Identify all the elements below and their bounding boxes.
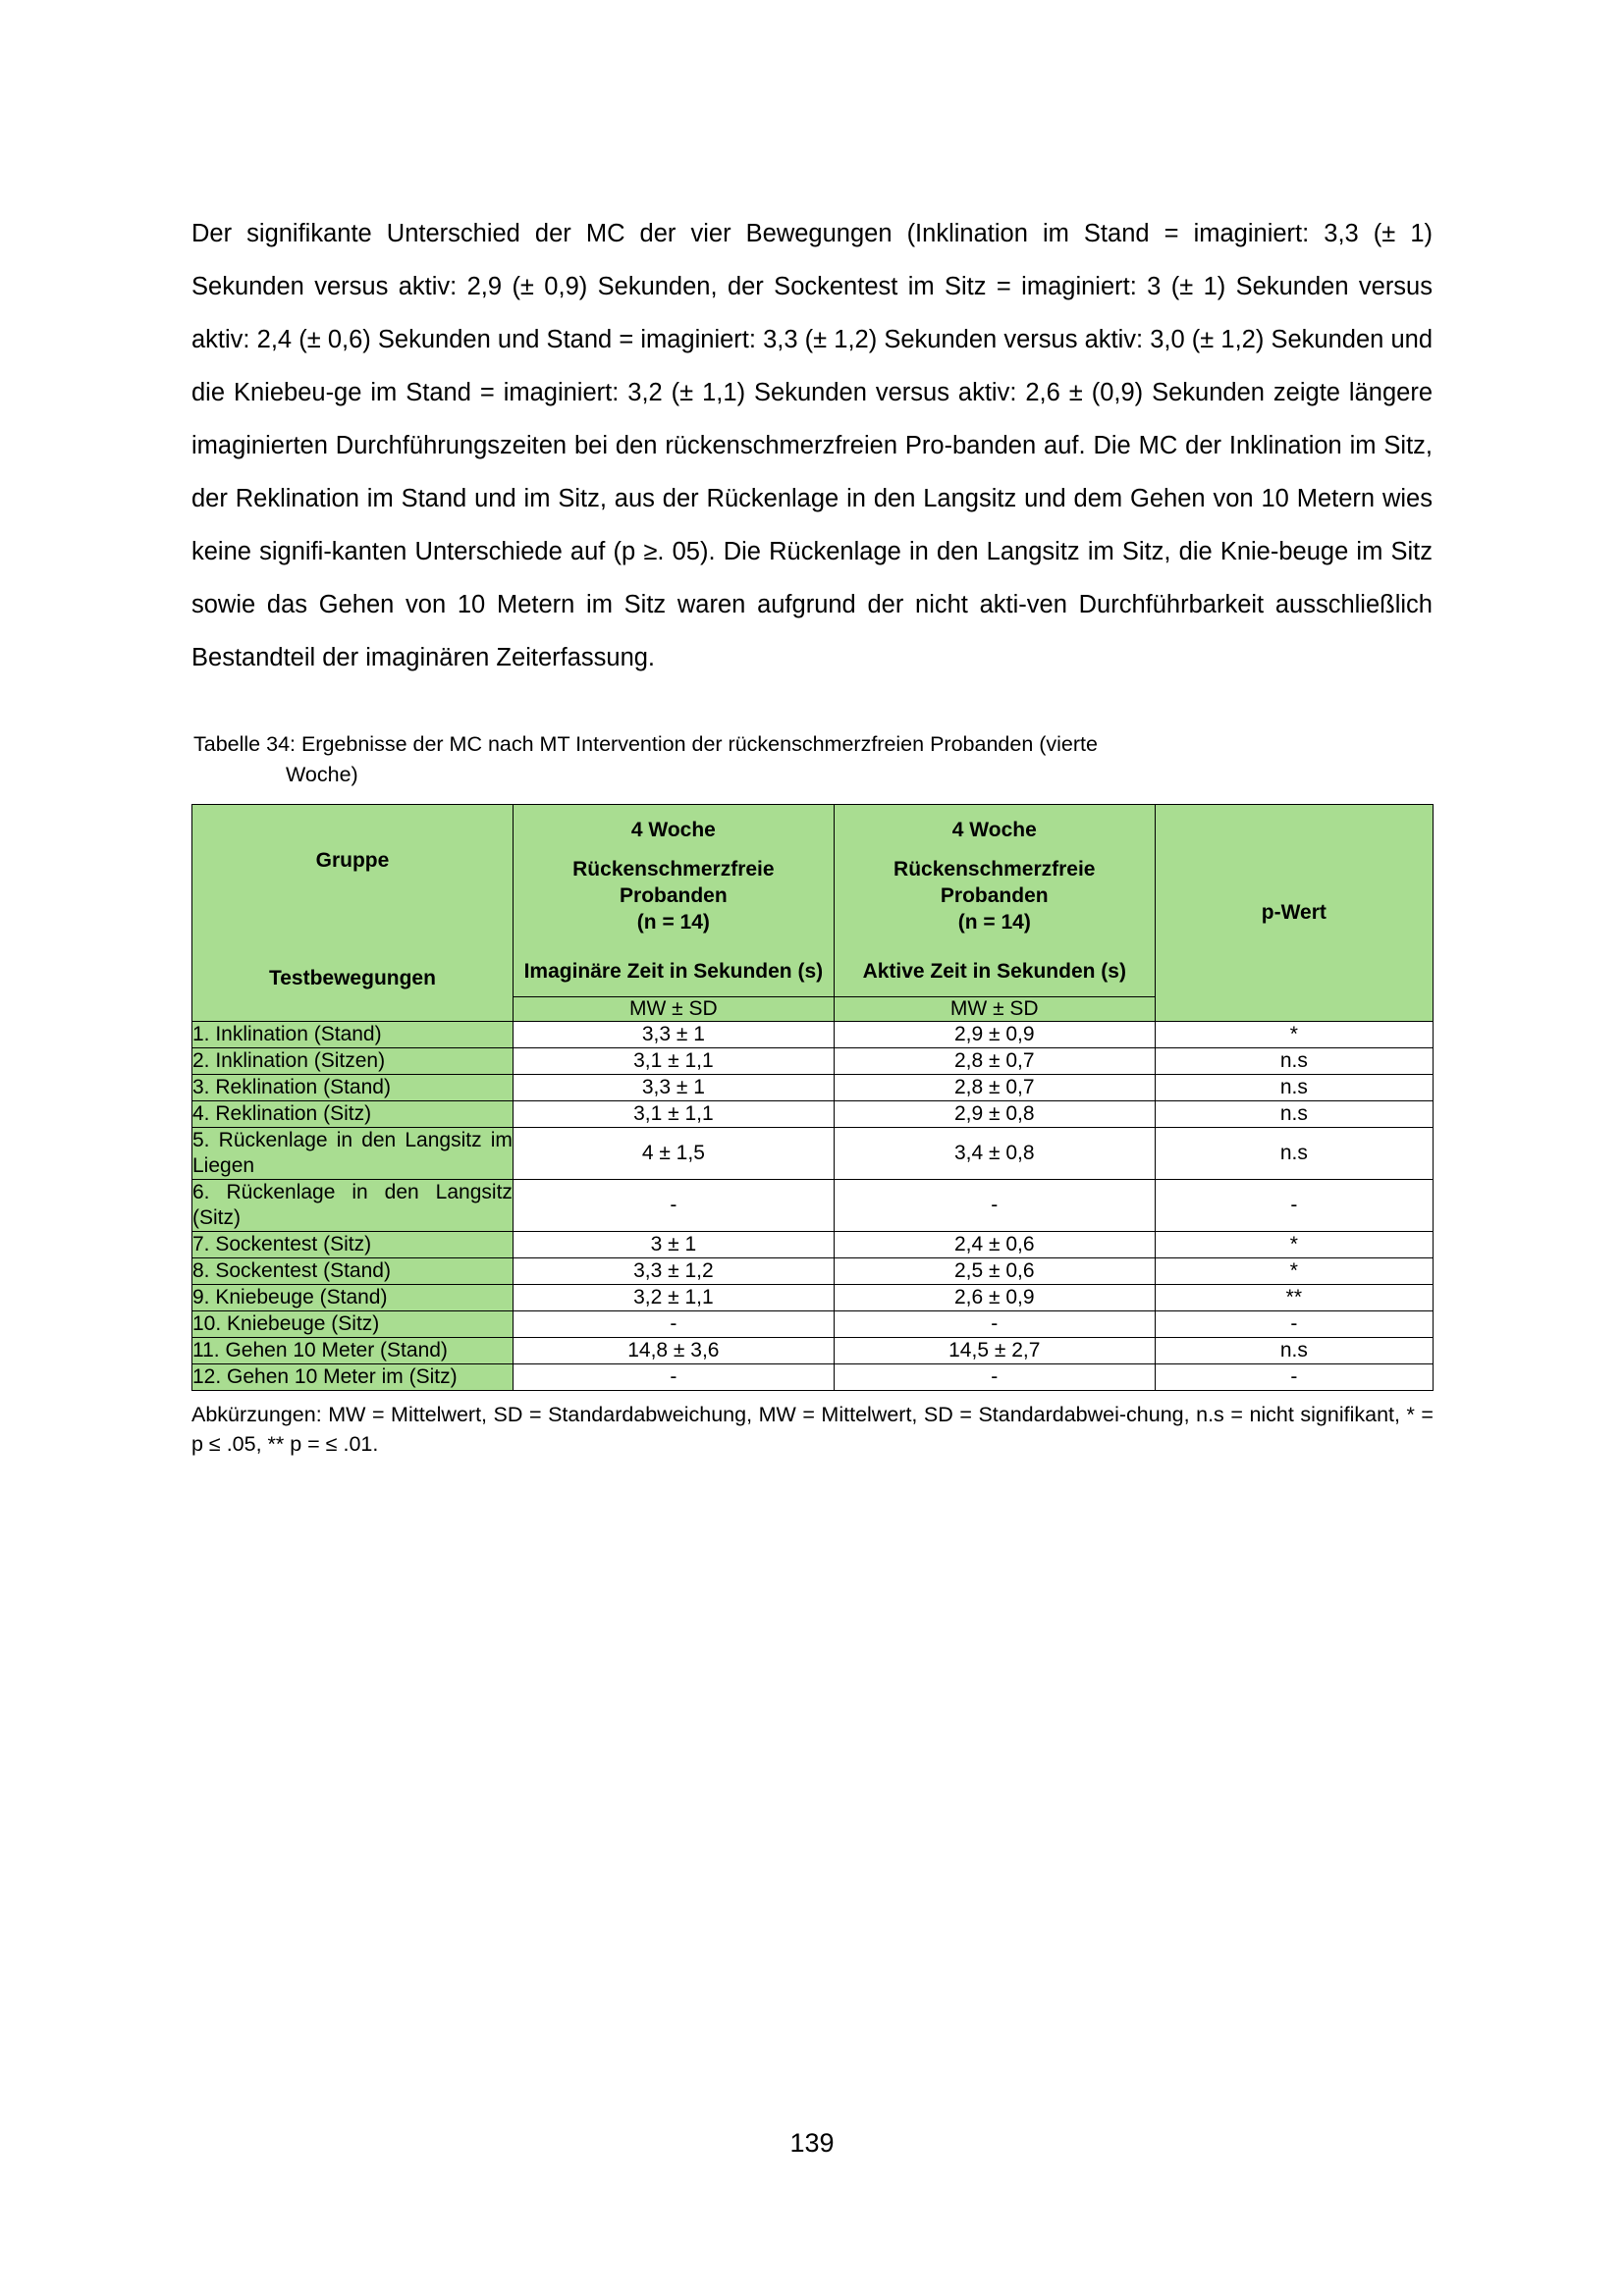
header-active-group-line1: Rückenschmerzfreie [893,857,1096,881]
row-label: 1. Inklination (Stand) [192,1021,514,1047]
table-row [192,1100,1434,1127]
row-imaginary-value: 3,1 ± 1,1 [513,1047,834,1074]
table-row [192,1127,1434,1179]
header-imaginary-group-line1: Rückenschmerzfreie [572,857,775,881]
row-label: 6. Rückenlage in den Langsitz (Sitz) [192,1179,514,1231]
table-caption-line1: Tabelle 34: Ergebnisse der MC nach MT Intervention der rückenschmerzfreien Probanden (vierte [193,731,1098,756]
header-active-group-line3: (n = 14) [957,910,1031,934]
row-pvalue: n.s [1155,1127,1433,1179]
row-label: 11. Gehen 10 Meter (Stand) [192,1337,514,1363]
row-pvalue: - [1155,1310,1433,1337]
table-row [192,1363,1434,1390]
table-footnote: Abkürzungen: MW = Mittelwert, SD = Standardabweichung, MW = Mittelwert, SD = Standardabwei-chung, n.s = nicht signifikant, * = p ≤ .05, ** p = ≤ .01. [191,1402,1434,1456]
row-active-value: 2,5 ± 0,6 [834,1257,1155,1284]
row-label: 5. Rückenlage in den Langsitz im Liegen [192,1127,514,1179]
row-pvalue: * [1155,1021,1433,1047]
row-pvalue: ** [1155,1284,1433,1310]
row-active-value: 2,6 ± 0,9 [834,1284,1155,1310]
row-label: 10. Kniebeuge (Sitz) [192,1310,514,1337]
row-pvalue: * [1155,1231,1433,1257]
row-active-value: 2,9 ± 0,8 [834,1100,1155,1127]
header-cell-active [834,804,1155,996]
row-pvalue: - [1155,1179,1433,1231]
table-row [192,1310,1434,1337]
header-active-time: Aktive Zeit in Sekunden (s) [862,959,1126,983]
header-imaginary-group [514,852,834,949]
row-imaginary-value: 4 ± 1,5 [513,1127,834,1179]
row-active-value: 2,8 ± 0,7 [834,1047,1155,1074]
table-row [192,1047,1434,1074]
row-pvalue: - [1155,1363,1433,1390]
row-imaginary-value: 14,8 ± 3,6 [513,1337,834,1363]
header-cell-pwert: p-Wert [1155,804,1433,1021]
header-label-testbewegungen: Testbewegungen [268,966,436,989]
row-label: 4. Reklination (Sitz) [192,1100,514,1127]
row-pvalue: n.s [1155,1074,1433,1100]
header-imaginary-group-line2: Probanden [620,883,728,907]
row-label: 3. Reklination (Stand) [192,1074,514,1100]
row-imaginary-value: - [513,1310,834,1337]
row-imaginary-value: 3,2 ± 1,1 [513,1284,834,1310]
header-cell-gruppe [192,804,514,1021]
row-label: 12. Gehen 10 Meter im (Sitz) [192,1363,514,1390]
table-row [192,1337,1434,1363]
table-row [192,1021,1434,1047]
row-imaginary-value: 3 ± 1 [513,1231,834,1257]
row-imaginary-value: - [513,1179,834,1231]
results-table [191,804,1434,1391]
row-active-value: 2,4 ± 0,6 [834,1231,1155,1257]
table-row [192,1284,1434,1310]
header-cell-imaginary [513,804,834,996]
header-label-gruppe: Gruppe [315,848,390,872]
table-header-row [192,804,1434,996]
row-active-value: 2,9 ± 0,9 [834,1021,1155,1047]
table-row [192,1074,1434,1100]
page-number: 139 [789,2128,835,2158]
row-active-value: - [834,1179,1155,1231]
row-imaginary-value: - [513,1363,834,1390]
row-active-value: 3,4 ± 0,8 [834,1127,1155,1179]
row-imaginary-value: 3,3 ± 1 [513,1021,834,1047]
table-caption [191,729,1433,790]
row-imaginary-value: 3,1 ± 1,1 [513,1100,834,1127]
body-paragraph: Der signifikante Unterschied der MC der vier Bewegungen (Inklination im Stand = imaginiert: 3,3 (± 1) Sekunden versus aktiv: 2,9 (± 0,9) Sekunden, der Sockentest im Sitz = imaginiert: 3 (± 1) Sekunden versus aktiv: 2,4 (± 0,6) Sekunden und Stand = imaginiert: 3,3 (± 1,2) Sekunden versus aktiv: 3,0 (± 1,2) Sekunden und die Kniebeu-ge im Stand = imaginiert: 3,2 (± 1,1) Sekunden versus aktiv: 2,6 ± (0,9) Sekunden zeigte längere imaginierten Durchführungszeiten bei den rückenschmerzfreien Pro-banden auf. Die MC der Inklination im Sitz, der Reklination im Stand und im Sitz, aus der Rückenlage in den Langsitz und dem Gehen von 10 Metern wies keine signifi-kanten Unterschiede auf (p ≥. 05). Die Rückenlage in den Langsitz im Sitz, die Knie-beuge im Sitz sowie das Gehen von 10 Metern im Sitz waren aufgrund der nicht akti-ven Durchführbarkeit ausschließlich Bestandteil der imaginären Zeiterfassung. [191,219,1433,671]
row-label: 8. Sockentest (Stand) [192,1257,514,1284]
header-imaginary-group-line3: (n = 14) [636,910,710,934]
row-active-value: 14,5 ± 2,7 [834,1337,1155,1363]
header-imaginary-week: 4 Woche [630,818,716,841]
row-pvalue: n.s [1155,1337,1433,1363]
header-imaginary-mwsd: MW ± SD [513,996,834,1021]
row-label: 7. Sockentest (Sitz) [192,1231,514,1257]
row-imaginary-value: 3,3 ± 1,2 [513,1257,834,1284]
row-label: 9. Kniebeuge (Stand) [192,1284,514,1310]
table-caption-line2: Woche) [286,762,358,786]
header-active-group [835,852,1155,949]
table-row [192,1179,1434,1231]
row-active-value: - [834,1310,1155,1337]
header-imaginary-time: Imaginäre Zeit in Sekunden (s) [523,959,824,983]
header-active-mwsd: MW ± SD [834,996,1155,1021]
row-imaginary-value: 3,3 ± 1 [513,1074,834,1100]
row-pvalue: * [1155,1257,1433,1284]
row-active-value: 2,8 ± 0,7 [834,1074,1155,1100]
header-active-week: 4 Woche [951,818,1037,841]
table-row [192,1231,1434,1257]
row-active-value: - [834,1363,1155,1390]
row-label: 2. Inklination (Sitzen) [192,1047,514,1074]
row-pvalue: n.s [1155,1100,1433,1127]
row-pvalue: n.s [1155,1047,1433,1074]
header-active-group-line2: Probanden [940,883,1049,907]
table-row [192,1257,1434,1284]
